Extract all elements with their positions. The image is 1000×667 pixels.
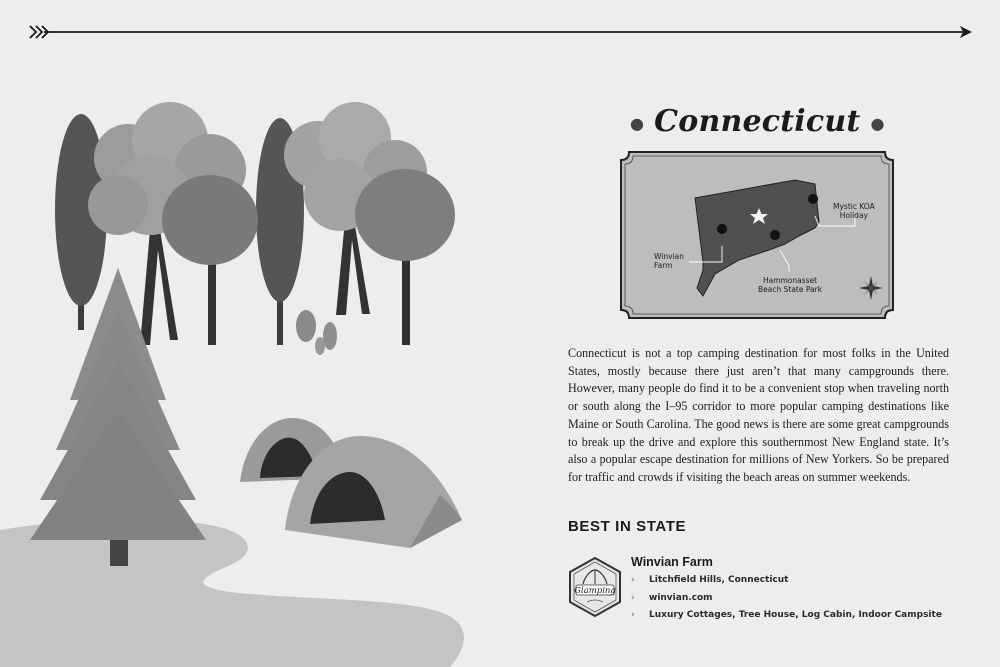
detail-amenities-text: Luxury Cottages, Tree House, Log Cabin, Indoor Campsite (649, 610, 942, 620)
detail-location-text: Litchfield Hills, Connecticut (649, 575, 789, 585)
best-in-state-heading: BEST IN STATE (568, 518, 687, 535)
detail-website[interactable] (631, 592, 942, 610)
chevron-right-icon: › (631, 592, 635, 603)
state-map (619, 150, 895, 320)
chevron-right-icon: › (631, 610, 635, 620)
title-ornament-left: ● (630, 113, 645, 133)
arrow-divider (28, 22, 972, 42)
title-ornament-right: ● (870, 113, 885, 133)
detail-location (631, 574, 942, 592)
glamping-badge-icon (567, 556, 623, 618)
camping-illustration (0, 100, 480, 667)
chevron-right-icon: › (631, 575, 635, 585)
state-title (620, 104, 894, 139)
campground-details (631, 574, 942, 627)
round-tree-2 (355, 169, 455, 345)
map-label-winvian: Winvian Farm (654, 252, 684, 270)
badge-label: Glamping (574, 586, 616, 596)
round-tree-1 (162, 175, 258, 345)
map-label-mystic: Mystic KOA Holiday (833, 202, 875, 220)
state-title-text: Connecticut (654, 104, 861, 139)
map-label-hammonasset: Hammonasset Beach State Park (758, 276, 823, 294)
detail-amenities (631, 609, 942, 627)
campground-name: Winvian Farm (631, 555, 713, 569)
pine-tree (30, 268, 206, 566)
detail-website-text[interactable]: winvian.com (649, 592, 713, 603)
intro-paragraph: Connecticut is not a top camping destination for most folks in the United States, mostly because there just aren’t that many campgrounds there. However, many people do find it to be a convenient stop when traveling north or south along the I–95 corridor to more popular camping destinations like Maine or South Carolina. The good news is there are some great campgrounds to break up the drive and explore this southernmost New England state. It’s also a popular escape destination for millions of New Yorkers. So be prepared for traffic and crowds if visiting the beach areas on summer weekends. (568, 346, 949, 484)
shrubs (296, 310, 337, 355)
